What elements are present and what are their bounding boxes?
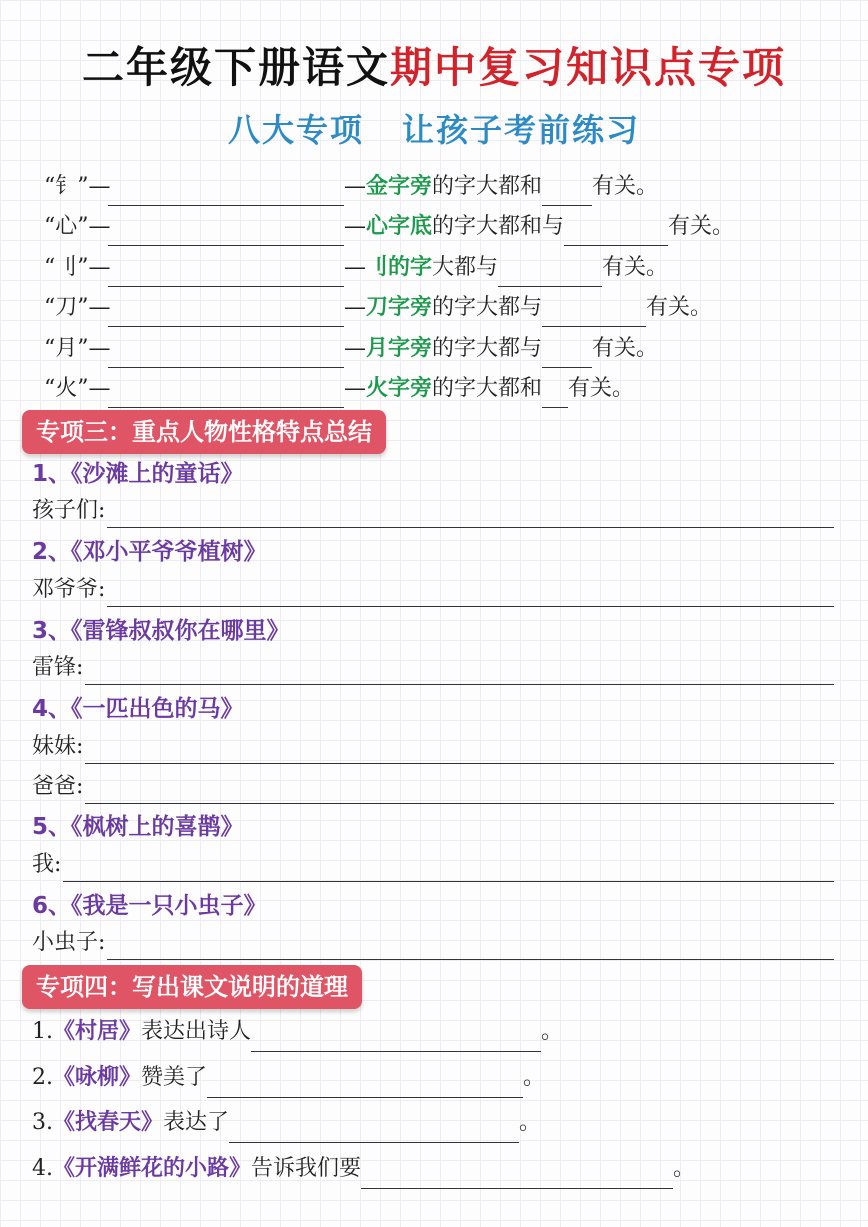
reason-row bbox=[32, 1103, 541, 1143]
radical-text-end: 有关。 bbox=[646, 295, 713, 320]
radical-quote: “火”— bbox=[44, 376, 111, 401]
character-row bbox=[32, 926, 834, 960]
answer-blank[interactable] bbox=[498, 258, 602, 287]
item-end: 。 bbox=[541, 1019, 564, 1044]
answer-blank[interactable] bbox=[108, 298, 344, 327]
radical-text-end: 有关。 bbox=[592, 336, 659, 361]
lesson-title: 3、《雷锋叔叔你在哪里》 bbox=[32, 618, 290, 644]
radical-row bbox=[44, 168, 658, 206]
item-prompt: 赞美了 bbox=[141, 1065, 208, 1090]
character-label: 小虫子: bbox=[32, 930, 106, 955]
radical-dash: — bbox=[344, 214, 366, 239]
item-prompt: 表达出诗人 bbox=[141, 1019, 252, 1044]
radical-name: 金字旁 bbox=[366, 174, 433, 199]
subtitle-left: 八大专项 bbox=[227, 111, 364, 149]
character-row bbox=[32, 573, 834, 607]
answer-line[interactable] bbox=[85, 775, 834, 804]
item-end: 。 bbox=[673, 1156, 696, 1181]
character-label: 雷锋: bbox=[32, 655, 84, 680]
radical-text: 的字大都与 bbox=[432, 295, 543, 320]
character-label: 我: bbox=[32, 852, 62, 877]
radical-text-end: 有关。 bbox=[592, 174, 659, 199]
answer-line[interactable] bbox=[107, 499, 834, 528]
radical-dash: — bbox=[344, 255, 366, 280]
page-title bbox=[0, 38, 868, 98]
answer-line[interactable] bbox=[107, 578, 834, 607]
title-black-part: 二年级下册语文 bbox=[81, 43, 390, 92]
character-row bbox=[32, 730, 834, 764]
answer-line[interactable] bbox=[207, 1067, 523, 1098]
book-title: 《开满鲜花的小路》 bbox=[53, 1156, 252, 1181]
page-subtitle bbox=[0, 108, 868, 152]
answer-blank[interactable] bbox=[542, 298, 646, 327]
answer-blank[interactable] bbox=[542, 177, 592, 206]
radical-quote: “刀”— bbox=[44, 295, 111, 320]
radical-quote: “心”— bbox=[44, 214, 111, 239]
answer-blank[interactable] bbox=[564, 217, 668, 246]
item-end: 。 bbox=[523, 1065, 546, 1090]
radical-text: 的字大都和 bbox=[432, 174, 543, 199]
answer-line[interactable] bbox=[361, 1158, 673, 1189]
radical-dash: — bbox=[344, 376, 366, 401]
answer-line[interactable] bbox=[251, 1021, 541, 1052]
character-label: 邓爷爷: bbox=[32, 577, 106, 602]
radical-row bbox=[44, 208, 734, 246]
item-prompt: 告诉我们要 bbox=[251, 1156, 362, 1181]
radical-name: 心字底 bbox=[366, 214, 433, 239]
answer-blank[interactable] bbox=[108, 177, 344, 206]
character-row bbox=[32, 770, 834, 804]
radical-text-end: 有关。 bbox=[602, 255, 669, 280]
radical-dash: — bbox=[344, 295, 366, 320]
radical-quote: “月”— bbox=[44, 336, 111, 361]
item-number: 2. bbox=[32, 1065, 53, 1090]
item-number: 4. bbox=[32, 1156, 53, 1181]
section4-banner: 专项四：写出课文说明的道理 bbox=[22, 965, 362, 1009]
answer-blank[interactable] bbox=[108, 258, 344, 287]
radical-text: 的字大都和 bbox=[432, 376, 543, 401]
answer-line[interactable] bbox=[107, 931, 834, 960]
answer-line[interactable] bbox=[85, 656, 834, 685]
answer-blank[interactable] bbox=[108, 339, 344, 368]
item-end: 。 bbox=[519, 1110, 542, 1135]
answer-line[interactable] bbox=[63, 853, 834, 882]
character-row bbox=[32, 848, 834, 882]
radical-text-end: 有关。 bbox=[568, 376, 635, 401]
answer-blank[interactable] bbox=[108, 217, 344, 246]
radical-dash: — bbox=[344, 174, 366, 199]
title-red-part: 期中复习知识点专项 bbox=[390, 43, 787, 92]
lesson-title: 5、《枫树上的喜鹊》 bbox=[32, 814, 244, 840]
lesson-title: 4、《一匹出色的马》 bbox=[32, 696, 244, 722]
lesson-title: 2、《邓小平爷爷植树》 bbox=[32, 539, 267, 565]
character-label: 爸爸: bbox=[32, 774, 84, 799]
answer-blank[interactable] bbox=[108, 379, 344, 408]
section3-banner: 专项三：重点人物性格特点总结 bbox=[22, 410, 386, 454]
radical-row bbox=[44, 370, 634, 408]
reason-row bbox=[32, 1012, 563, 1052]
radical-name: 火字旁 bbox=[366, 376, 433, 401]
radical-row bbox=[44, 249, 668, 287]
reason-row bbox=[32, 1149, 695, 1189]
radical-quote: “刂”— bbox=[44, 255, 111, 280]
character-label: 孩子们: bbox=[32, 498, 106, 523]
radical-name: 月字旁 bbox=[366, 336, 433, 361]
character-row bbox=[32, 651, 834, 685]
item-number: 1. bbox=[32, 1019, 53, 1044]
answer-line[interactable] bbox=[229, 1112, 519, 1143]
book-title: 《村居》 bbox=[53, 1019, 142, 1044]
answer-blank[interactable] bbox=[542, 379, 568, 408]
radical-text: 大都与 bbox=[432, 255, 499, 280]
lesson-title: 6、《我是一只小虫子》 bbox=[32, 893, 267, 919]
radical-dash: — bbox=[344, 336, 366, 361]
answer-blank[interactable] bbox=[542, 339, 592, 368]
radical-quote: “钅”— bbox=[44, 174, 111, 199]
subtitle-right: 让孩子考前练习 bbox=[402, 111, 641, 149]
character-label: 妹妹: bbox=[32, 734, 84, 759]
radical-text-end: 有关。 bbox=[668, 214, 735, 239]
radical-row bbox=[44, 289, 712, 327]
reason-row bbox=[32, 1058, 545, 1098]
book-title: 《咏柳》 bbox=[53, 1065, 142, 1090]
radical-name: 刂的字 bbox=[366, 255, 433, 280]
answer-line[interactable] bbox=[85, 735, 834, 764]
lesson-title: 1、《沙滩上的童话》 bbox=[32, 461, 244, 487]
book-title: 《找春天》 bbox=[53, 1110, 164, 1135]
radical-name: 刀字旁 bbox=[366, 295, 433, 320]
item-prompt: 表达了 bbox=[163, 1110, 230, 1135]
item-number: 3. bbox=[32, 1110, 53, 1135]
radical-row bbox=[44, 330, 658, 368]
radical-text: 的字大都和与 bbox=[432, 214, 565, 239]
radical-text: 的字大都与 bbox=[432, 336, 543, 361]
character-row bbox=[32, 494, 834, 528]
